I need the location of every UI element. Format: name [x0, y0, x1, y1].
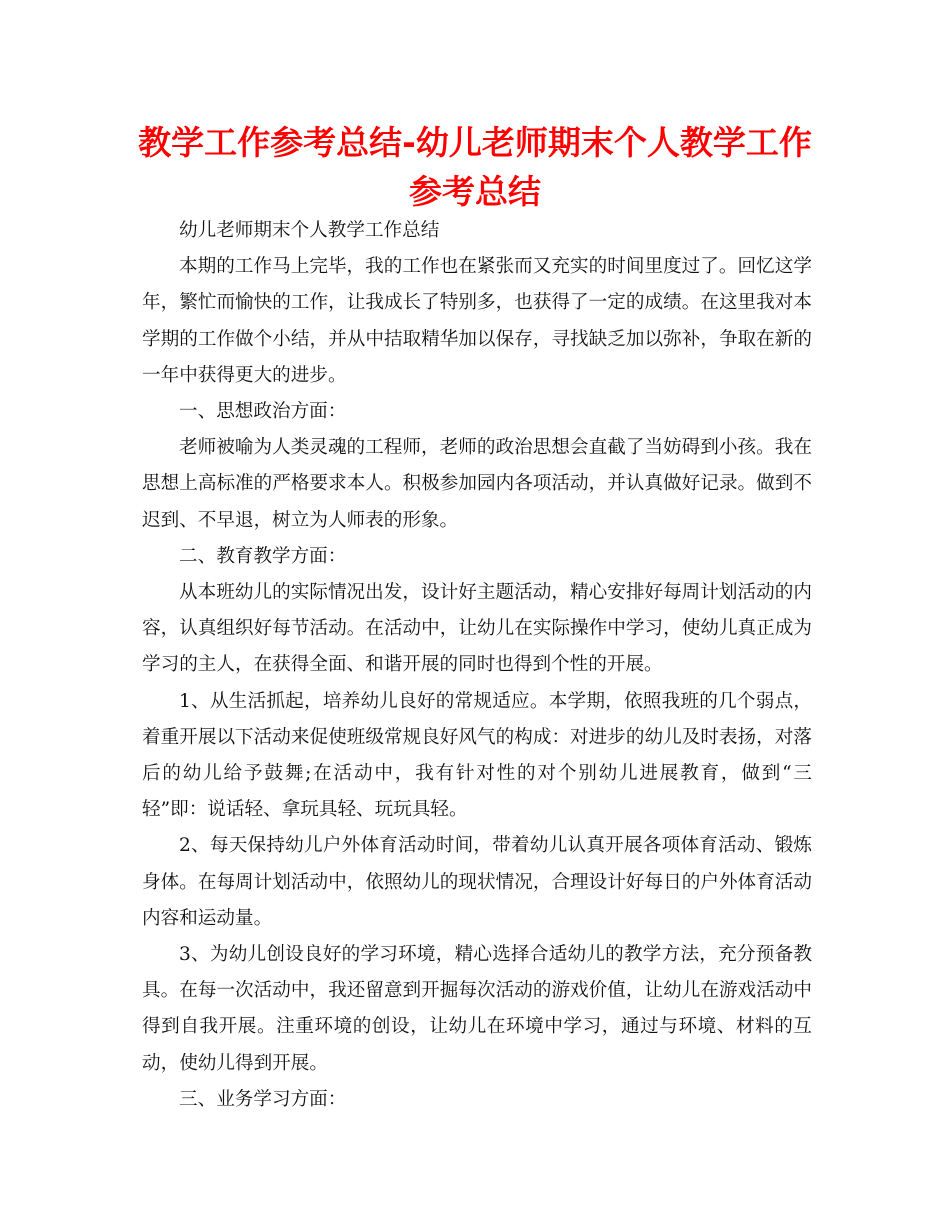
document-title: 教学工作参考总结-幼儿老师期末个人教学工作参考总结 — [138, 123, 812, 211]
section-heading-political: 一、思想政治方面： — [179, 401, 347, 423]
political-paragraph: 老师被喻为人类灵魂的工程师，老师的政治思想会直截了当妨碍到小孩。我在思想上高标准的严格要求本人。积极参加园内各项活动，并认真做好记录。做到不迟到、不早退，树立为人师表的形象。 — [142, 437, 812, 531]
section-heading-study: 三、业务学习方面： — [179, 1088, 347, 1110]
section-heading-teaching: 二、教育教学方面： — [179, 545, 347, 567]
teaching-item-3: 3、为幼儿创设良好的学习环境，精心选择合适幼儿的教学方法，充分预备教具。在每一次活动中，我还留意到开掘每次活动的游戏价值，让幼儿在游戏活动中得到自我开展。注重环境的创设，让幼儿在环境中学习，通过与环境、材料的互动，使幼儿得到开展。 — [142, 944, 812, 1074]
document-body — [142, 213, 812, 1118]
subtitle-paragraph: 幼儿老师期末个人教学工作总结 — [179, 220, 440, 241]
intro-paragraph: 本期的工作马上完毕，我的工作也在紧张而又充实的时间里度过了。回忆这学年，繁忙而愉快的工作，让我成长了特别多，也获得了一定的成绩。在这里我对本学期的工作做个小结，并从中拮取精华加以保存，寻找缺乏加以弥补，争取在新的一年中获得更大的进步。 — [142, 256, 812, 386]
teaching-item-2: 2、每天保持幼儿户外体育活动时间，带着幼儿认真开展各项体育活动、锻炼身体。在每周计划活动中，依照幼儿的现状情况，合理设计好每日的户外体育活动内容和运动量。 — [142, 835, 812, 929]
teaching-paragraph: 从本班幼儿的实际情况出发，设计好主题活动，精心安排好每周计划活动的内容，认真组织好每节活动。在活动中，让幼儿在实际操作中学习，使幼儿真正成为学习的主人，在获得全面、和谐开展的同时也得到个性的开展。 — [142, 582, 812, 676]
teaching-item-1: 1、从生活抓起，培养幼儿良好的常规适应。本学期，依照我班的几个弱点，着重开展以下活动来促使班级常规良好风气的构成：对进步的幼儿及时表扬，对落后的幼儿给予鼓舞;在活动中，我有针对性的对个别幼儿进展教育，做到“三轻”即：说话轻、拿玩具轻、玩玩具轻。 — [142, 690, 812, 821]
